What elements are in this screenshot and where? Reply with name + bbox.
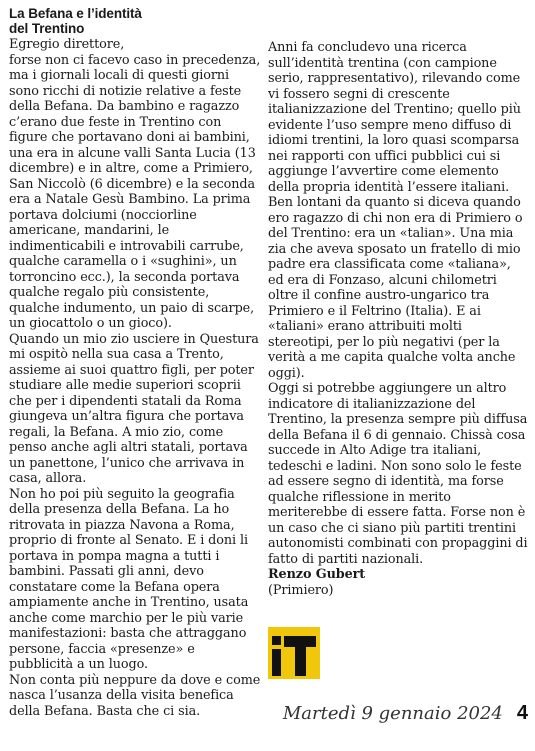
paragraph-uncle-trento: Quando un mio zio usciere in Questura mi ospitò nella sua casa a Trento, assieme ai suoi quattro figli, per poter studiare alle medie superiori scoprii che per i dipendenti statali da Roma giungeva un’altra figura che portava regali, la Befana. A mio zio, come penso anche agli altri statali, portava un panettone, l’unico che arrivava in casa, allora. [9, 331, 259, 486]
paragraph-befana-visit: Non conta più neppure da dove e come nasca l’usanza della visita benefica della Befana. Basta che ci sia. [9, 672, 261, 719]
paragraph-salutation: Egregio direttore, [9, 37, 125, 52]
paragraph-befana-geography: Non ho poi più seguito la geografia della presenza della Befana. La ho ritrovata in piazza Navona a Roma, proprio di fronte al Senato. E i doni li portava in pompa magna a tutti i bambini. Passati gli anni, devo constatare come la Befana opera ampiamente anche in Trentino, usata anche come marchio per le più varie manifestazioni: basta che attraggano persone, faccia «presenze» e pubblicità a un luogo. [9, 486, 249, 672]
left-column [9, 6, 261, 719]
author-name: Renzo Gubert [268, 567, 366, 582]
page-number: 4 [516, 702, 528, 724]
issue-date: Martedì 9 gennaio 2024 [282, 703, 503, 724]
paragraph-identity-research: Anni fa concludevo una ricerca sull’identità trentina (con campione serio, rappresentativo), rilevando come vi fossero segni di crescente italianizzazione del Trentino; quello più evidente l’uso sempre meno diffuso di idiomi trentini, la loro quasi scomparsa nei rapporti con uffici pubblici cui si aggiunge l’avvertire come elemento della propria identità l’essere italiani. Ben lontani da quanto si diceva quando ero ragazzo di chi non era di Primiero o del Trentino: era un «talian». Una mia zia che aveva sposato un fratello di mio padre era classificata come «taliana», ed era di Fonzaso, alcuni chilometri oltre il confine austro-ungarico tra Primiero e il Feltrino (Italia). E ai «taliani» erano attribuiti molti stereotipi, per lo più negativi (per la verità a me capita qualche volta anche oggi). [268, 40, 523, 381]
author-place: (Primiero) [268, 582, 334, 598]
page-footer [243, 702, 528, 732]
paragraph-childhood-feasts: forse non ci facevo caso in precedenza, ma i giornali locali di questi giorni sono ricchi di notizie relative a feste della Befana. Da bambino e ragazzo c’erano due feste in Trentino con figure che portavano doni ai bambini, una era in alcune valli Santa Lucia (13 dicembre) e in altre, come a Primiero, San Niccolò (6 dicembre) e la seconda era a Natale Gesù Bambino. La prima portava dolciumi (nocciorline americane, mandarini, le indimenticabili e introvabili carrube, qualche caramella o i «sughini», un torroncino ecc.), la seconda portava qualche regalo più consistente, qualche indumento, un paio di scarpe, un giocattolo o un gioco). [9, 52, 261, 331]
right-column [268, 40, 530, 598]
headline-line-2: del Trentino [9, 21, 85, 36]
newspaper-logo-icon [268, 627, 320, 679]
article-headline [9, 6, 261, 36]
paragraph-italianization: Oggi si potrebbe aggiungere un altro indicatore di italianizzazione del Trentino, la presenza sempre più diffusa della Befana il 6 di gennaio. Chissà cosa succede in Alto Adige tra italiani, tedeschi e ladini. Non sono solo le feste ad essere segno di identità, ma forse qualche riflessione in merito meriterebbe di essere fatta. Forse non è un caso che ci siano più partiti trentini autonomisti combinati con propaggini di fatto di partiti nazionali. [268, 381, 528, 567]
headline-line-1: La Befana e l’identità [9, 6, 142, 21]
